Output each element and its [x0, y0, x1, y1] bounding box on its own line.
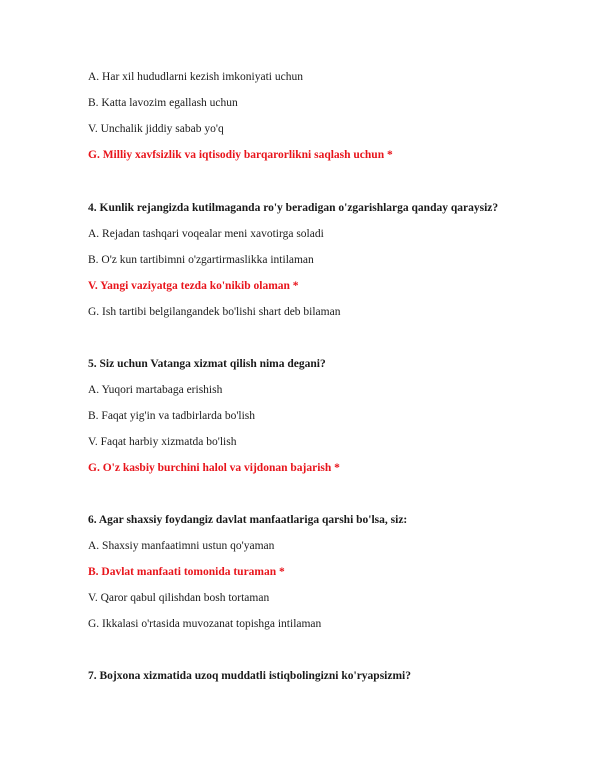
- option-5b: B. Faqat yig'in va tadbirlarda bo'lish: [88, 410, 256, 422]
- option-5a: A. Yuqori martabaga erishish: [88, 384, 223, 396]
- option-3b: B. Katta lavozim egallash uchun: [88, 97, 238, 109]
- option-5v: V. Faqat harbiy xizmatda bo'lish: [88, 436, 237, 448]
- option-6a: A. Shaxsiy manfaatimni ustun qo'yaman: [88, 540, 275, 552]
- option-3v: V. Unchalik jiddiy sabab yo'q: [88, 123, 224, 135]
- option-4v-correct: V. Yangi vaziyatga tezda ko'nikib olaman *: [88, 280, 299, 292]
- option-6g: G. Ikkalasi o'rtasida muvozanat topishga intilaman: [88, 618, 322, 630]
- question-4: 4. Kunlik rejangizda kutilmaganda ro'y beradigan o'zgarishlarga qanday qaraysiz?: [88, 202, 499, 214]
- question-5: 5. Siz uchun Vatanga xizmat qilish nima degani?: [88, 358, 326, 370]
- option-3a: A. Har xil hududlarni kezish imkoniyati uchun: [88, 71, 303, 83]
- option-4g: G. Ish tartibi belgilangandek bo'lishi shart deb bilaman: [88, 306, 341, 318]
- option-5g-correct: G. O'z kasbiy burchini halol va vijdonan bajarish *: [88, 462, 340, 474]
- question-6: 6. Agar shaxsiy foydangiz davlat manfaatlariga qarshi bo'lsa, siz:: [88, 514, 408, 526]
- option-4a: A. Rejadan tashqari voqealar meni xavotirga soladi: [88, 228, 324, 240]
- option-3g-correct: G. Milliy xavfsizlik va iqtisodiy barqarorlikni saqlash uchun *: [88, 149, 393, 161]
- option-4b: B. O'z kun tartibimni o'zgartirmaslikka intilaman: [88, 254, 314, 266]
- question-7: 7. Bojxona xizmatida uzoq muddatli istiqbolingizni ko'ryapsizmi?: [88, 670, 412, 682]
- option-6b-correct: B. Davlat manfaati tomonida turaman *: [88, 566, 285, 578]
- option-6v: V. Qaror qabul qilishdan bosh tortaman: [88, 592, 270, 604]
